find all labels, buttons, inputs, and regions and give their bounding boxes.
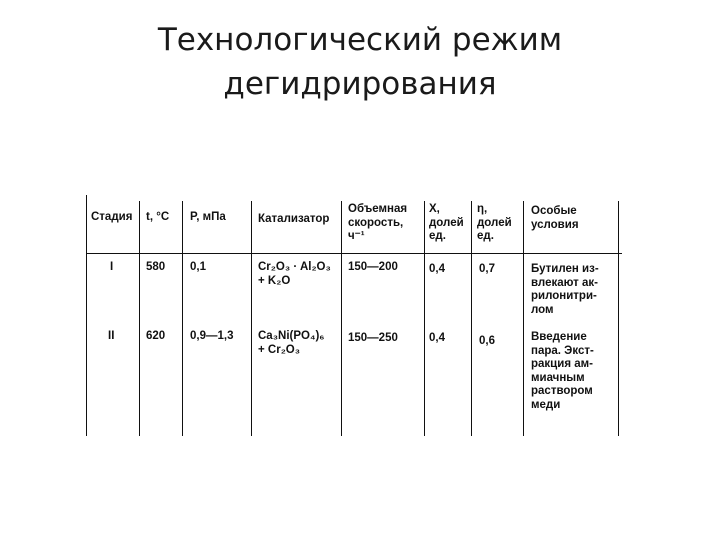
column-divider <box>251 201 252 436</box>
column-divider <box>182 201 183 436</box>
row1-catalyst-line: + K₂O <box>258 274 291 287</box>
header-velocity-line: Объемная <box>348 203 408 215</box>
column-divider <box>471 201 472 436</box>
row2-velocity: 150—250 <box>348 332 398 344</box>
header-special-line: условия <box>531 218 579 231</box>
header-velocity-line: ч⁻¹ <box>348 230 365 242</box>
title-line-1: Технологический режим <box>157 22 563 58</box>
table-border-left <box>86 195 87 436</box>
header-divider <box>86 253 622 254</box>
row2-special-line: меди <box>531 398 561 411</box>
header-selectivity-line: η, <box>477 203 488 215</box>
header-temperature: t, °C <box>146 211 170 223</box>
row1-temperature: 580 <box>146 261 166 273</box>
row2-special-line: ракция ам- <box>531 358 593 370</box>
header-special-conditions <box>531 205 579 232</box>
table-border-right <box>618 201 619 436</box>
header-conversion-line: долей <box>429 216 464 229</box>
row2-catalyst-line: Ca₃Ni(PO₄)₆ <box>258 330 325 342</box>
slide-title <box>60 18 660 106</box>
column-divider <box>341 201 342 436</box>
title-line-2: дегидрирования <box>223 66 497 102</box>
column-divider <box>424 201 425 436</box>
row1-special-line: лом <box>531 303 554 316</box>
header-conversion-line: ед. <box>429 230 446 242</box>
row1-catalyst-line: Cr₂O₃ · Al₂O₃ <box>258 261 331 273</box>
row2-special-conditions <box>531 331 594 412</box>
row2-pressure: 0,9—1,3 <box>190 330 234 342</box>
row2-special-line: пара. Экст- <box>531 344 594 357</box>
row2-catalyst-line: + Cr₂O₃ <box>258 343 301 356</box>
row2-catalyst <box>258 330 325 357</box>
row1-special-line: Бутилен из- <box>531 263 599 275</box>
header-conversion-line: X, <box>429 203 440 215</box>
column-divider <box>523 201 524 436</box>
header-velocity <box>348 203 407 244</box>
header-selectivity-line: ед. <box>477 230 494 242</box>
row2-special-line: миачным <box>531 371 585 384</box>
row2-temperature: 620 <box>146 330 166 342</box>
header-special-line: Особые <box>531 205 577 217</box>
row2-conversion: 0,4 <box>429 332 445 344</box>
row1-conversion: 0,4 <box>429 263 445 275</box>
row1-catalyst <box>258 261 331 288</box>
row2-special-line: Введение <box>531 331 587 343</box>
scanned-table <box>86 193 622 438</box>
row1-special-line: рилонитри- <box>531 290 597 302</box>
header-stage: Стадия <box>91 211 133 223</box>
row1-pressure: 0,1 <box>190 261 206 273</box>
header-catalyst: Катализатор <box>258 213 330 225</box>
header-selectivity <box>477 203 512 244</box>
header-velocity-line: скорость, <box>348 216 404 229</box>
header-conversion <box>429 203 464 244</box>
row2-special-line: раствором <box>531 385 593 397</box>
header-selectivity-line: долей <box>477 216 512 229</box>
row1-special-line: влекают ак- <box>531 276 598 289</box>
row2-stage: II <box>108 330 115 342</box>
header-pressure: P, мПа <box>190 211 226 223</box>
row2-selectivity: 0,6 <box>479 335 495 347</box>
column-divider <box>139 201 140 436</box>
row1-velocity: 150—200 <box>348 261 398 273</box>
row1-special-conditions <box>531 263 599 317</box>
row1-stage: I <box>110 261 114 273</box>
row1-selectivity: 0,7 <box>479 263 495 275</box>
